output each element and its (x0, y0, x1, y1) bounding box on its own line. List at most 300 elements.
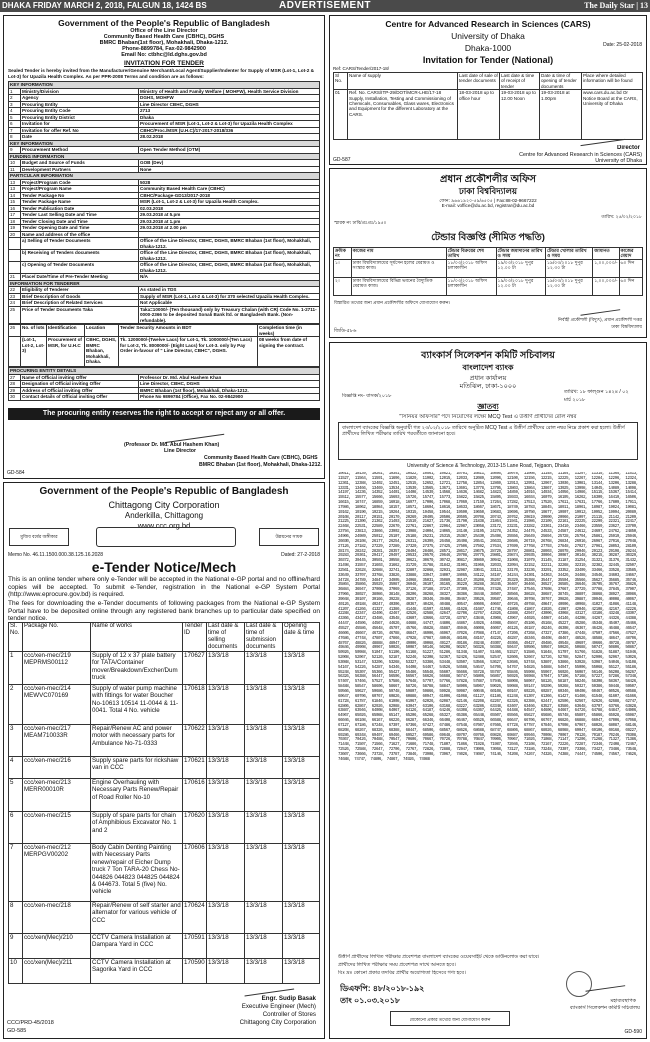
ad5-foot1: উত্তীর্ণ প্রার্থীদের লিখিত পরীক্ষার প্রবেশপত্র বাংলাদেশ ব্যাংকের ওয়েবসাইট থেকে ডাউনলোড করা যাবে। (338, 954, 540, 960)
row-value: 02.03.2018 (139, 205, 320, 212)
ad1-sign3: Community Based Health Care (CBHC), DGHS (204, 455, 318, 461)
row-value: N/A (139, 274, 320, 281)
row-value: 5028 (139, 179, 320, 186)
row-value: 29.03.2018 at 1.pm (139, 218, 320, 225)
ad3-signature (580, 304, 620, 316)
ad3-signer: নির্বাহী প্রকৌশলী (বিদ্যুৎ), প্রধান প্রকৌশলী দপ্তর (557, 317, 642, 322)
table-cell: 4 (9, 757, 23, 779)
table-row (9, 293, 320, 300)
ad4-line4: www.ccc.org.bd (137, 521, 191, 530)
table-row (9, 262, 320, 274)
row-number: 22 (9, 287, 21, 294)
table-cell: 13/3/18 (207, 685, 245, 725)
table-cell: ঢাকা বিশ্ববিদ্যালয়ের সূর্যসেন হলের মেরামত ও সংস্কার কাজ। (351, 259, 446, 277)
row-value: 29.03.2018 at 2.00 pm (139, 225, 320, 232)
row-number (9, 250, 21, 262)
row-key: c) Opening of Tender Documents (21, 262, 139, 274)
row-number: 16 (9, 205, 21, 212)
ad-ccc-etender (3, 482, 325, 1039)
column-header: কাজের নাম (351, 248, 446, 260)
row-value: 29.03.2018 at 5.pm (139, 212, 320, 219)
table-cell: 170616 (183, 779, 207, 812)
lot-head-id: Identification (47, 325, 85, 337)
column-header: Name of works (91, 623, 183, 652)
column-header: টেন্ডার খোলার তারিখ ও সময় (546, 248, 593, 260)
ad1-lot-table (8, 324, 320, 367)
row-key: Agency (21, 95, 139, 102)
table-row (9, 844, 320, 902)
ad2-title: Centre for Advanced Research in Sciences (CARS) (385, 19, 591, 29)
table-cell: 170590 (183, 959, 207, 984)
row-number: 20 (9, 231, 21, 238)
table-row (9, 250, 320, 262)
table-cell: Repair/Renew AC and power motor with necessary parts for Ambulance No-71-0333 (91, 725, 183, 757)
row-key: Tender Closing Date and Time (21, 218, 139, 225)
row-number (9, 238, 21, 250)
lot-head-location: Location (85, 325, 119, 337)
table-cell: ১৮/০৩/২০১৮ অফিস চলাকালীন (446, 277, 496, 295)
row-value: 2713 (139, 108, 320, 115)
row-key: Project/Program Name (21, 186, 139, 193)
header-dateline: DHAKA FRIDAY MARCH 2, 2018, FALGUN 18, 1424 BS (2, 1, 207, 10)
table-cell: ১৯/০৩/২০১৮ দুপুর ১২.৩০ টা (546, 277, 593, 295)
table-cell: ১৯/০৩/২০১৮ দুপুর ১২.৩০ টা (546, 259, 593, 277)
row-number: 11 (9, 166, 21, 173)
row-value: GOB (Dev) (139, 160, 320, 167)
ad4-intro2: The fees for downloading the e-Tender documents of following packages from the National e-GP System Portal have to be deposited online through any registered bank branches up to particular date specified on tender notice. (8, 600, 320, 623)
row-key: Name and address of the office (21, 231, 139, 238)
table-cell: 13/3/18 (283, 725, 320, 757)
table-row (9, 88, 320, 95)
lot-head-completion: Completion time (in weeks) (258, 325, 320, 337)
ad5-heading: জ্ঞাতব্য (477, 402, 499, 411)
ad3-line2: ঢাকা বিশ্ববিদ্যালয় (459, 186, 517, 196)
table-cell: ১,০০,০০০/- (593, 259, 619, 277)
table-cell: 170627 (183, 652, 207, 685)
ad5-seal (566, 971, 592, 997)
table-cell: 13/3/18 (245, 959, 283, 984)
row-value: BMRC Bhaban (1st floor), Mohakhali, Dhaka-1212. (139, 387, 320, 394)
table-cell: 13/3/18 (283, 757, 320, 779)
ad4-line3: Anderkilla, Chittagong (124, 511, 204, 520)
ad5-line3: প্রধান কার্যালয় (469, 375, 507, 382)
row-number: 13 (9, 186, 21, 193)
table-cell: 13/3/18 (207, 934, 245, 959)
row-number: 17 (9, 212, 21, 219)
row-key: Invitation for offer Ref. No (21, 127, 139, 134)
ad2-sign3: University of Dhaka (595, 158, 642, 164)
ad1-line3: Community Based Health Care (CBHC), DGHS (103, 34, 225, 40)
ad5-ref: বিজ্ঞপ্তি নং- বাসক/২০১৮ (342, 393, 392, 399)
row-number: 30 (9, 394, 21, 401)
ad-cars-tender (329, 15, 647, 165)
table-cell: Repair/Renew of self starter and alternator for various vehicle of CCC (91, 902, 183, 934)
ad4-memo: Memo No. 46.11.1500.000.38.125.16.2028 (8, 552, 103, 558)
ad2-line3: Dhaka-1000 (464, 43, 512, 53)
table-cell: 13/3/18 (245, 685, 283, 725)
row-key: Tender Opening Date and Time (21, 225, 139, 232)
ad4-title: Government of the People's Republic of Bangladesh (39, 486, 289, 497)
row-number: 1 (9, 88, 21, 95)
table-cell: 13/3/18 (245, 652, 283, 685)
column-header: Opening date & time (283, 623, 320, 652)
table-cell: 10 (9, 959, 23, 984)
ad5-dfp: ডিএফপি: ৪৮/২০১৮-১৯২ (340, 984, 425, 993)
ad5-line2: বাংলাদেশ ব্যাংক (462, 363, 514, 372)
ad3-line3: ফোন: ৯৬৬১৯২০-৫৯/৬৫০৫ | Fax:88-02-9667222 (439, 198, 537, 203)
row-number: 29 (9, 387, 21, 394)
row-value: Phone No 9899784 (Office), Fax No. 02-9842900 (139, 394, 320, 401)
table-cell: 170624 (183, 902, 207, 934)
row-key: Project/Program Code (21, 179, 139, 186)
column-header: Last date & time of selling documents (207, 623, 245, 652)
ad4-foot1: CCC/PRD-45/2018 (7, 1020, 54, 1026)
table-cell: 13/3/18 (283, 812, 320, 844)
row-key: a) Selling of Tender Documents (21, 238, 139, 250)
table-cell: 13/3/18 (207, 959, 245, 984)
ad1-line2: Office of the Line Director (130, 28, 198, 34)
table-cell: ccc/xen-mec/219 MEPRMS00112 (23, 652, 91, 685)
column-header: Sl. No. (9, 623, 23, 652)
table-cell: ১৯/০৩/২০১৮ দুপুর ১২.০০ টা (496, 277, 546, 295)
row-value: 28.02.2018 (139, 134, 320, 141)
column-header: Last date & time of submission documents (245, 623, 283, 652)
column-header: জামানত (593, 248, 619, 260)
row-key: Contact details of Official inviting Offer (21, 394, 139, 401)
table-cell: Supply spare parts for rickshaw van in CCC (91, 757, 183, 779)
row-key: Budget and Source of Funds (21, 160, 139, 167)
row-key: Tender Last Selling Date and Time (21, 212, 139, 219)
row-key: Designation of Official inviting Offer (21, 381, 139, 388)
table-row (9, 685, 320, 725)
cars-row-n: 01 (334, 90, 348, 140)
table-cell: ccc/xen-mec/215 (23, 812, 91, 844)
row-value: Taka=10000/- (Ten thousand) only by Treasury Chalan (with CR) Code No. 1-2711-0000-2366 to be deposited Sonali Bank ltd. or Bangladesh Bank. (Non-refundable). (139, 306, 320, 324)
table-cell: 170606 (183, 844, 207, 902)
ad2-sign1: Director (616, 145, 640, 151)
row-key: Name of Official inviting Offer (21, 374, 139, 381)
ad5-university: University of Science & Technology, 2013-15 Lane Road, Tejgaon, Dhaka (406, 463, 570, 469)
row-number: 9 (9, 147, 21, 154)
ad1-line5: Phone-8899784, Fax-02-9842900 (122, 46, 206, 52)
row-number: 14 (9, 192, 21, 199)
table-cell: ১৯/০৩/২০১৮ দুপুর ১২.০০ টা (496, 259, 546, 277)
lot-head-lots: No. of lots (21, 325, 47, 337)
table-cell: Engine Overhauling with Necessary Parts Renew/Repair of Road Roller No-10 (91, 779, 183, 812)
ad1-heading: INVITATION FOR TENDER (124, 60, 204, 67)
ad3-heading: টেন্ডার বিজ্ঞপ্তি (সীমিত পদ্ধতি) (431, 232, 545, 243)
table-cell: 13/3/18 (245, 725, 283, 757)
ad1-line6: Email No: ctbhc@ld.dghs.gov.bd (121, 52, 207, 58)
row-number: 5 (9, 114, 21, 121)
table-cell: 13/3/18 (283, 779, 320, 812)
table-cell: CCTV Camera Installation at Sagorika Yard in CCC (91, 959, 183, 984)
ad4-sign3: Controller of Stores (262, 1011, 316, 1018)
table-cell: 3 (9, 725, 23, 757)
ad3-title: প্রধান প্রকৌশলীর অফিস (440, 174, 536, 185)
row-key: b) Receiving of Tenders documents (21, 250, 139, 262)
column-header: Date & time of opening of tender documents (540, 73, 582, 90)
row-key: Invitation for (21, 121, 139, 128)
row-value: Line Director CBHC, DGHS (139, 101, 320, 108)
table-cell: ৬০ দিন (619, 259, 643, 277)
table-cell: Supply of 12 x 37 plate battery for TATA/Container mover/Breakdown/Excher/Dum truck (91, 652, 183, 685)
ad5-contact-box: যেকোনো প্রকার তথ্যের জন্য যোগাযোগ করুন (390, 1011, 510, 1026)
row-value: Office of the Line Director, CBHC, DGHS, BMRC Bhaban (1st floor), Mohakhali, Dhaka-1212. (139, 238, 320, 250)
column-header: Last date of sale of tender documents (458, 73, 500, 90)
table-cell: 13/3/18 (283, 685, 320, 725)
column-header: টেন্ডার বিক্রয়ের শেষ তারিখ (446, 248, 496, 260)
row-number: 7 (9, 127, 21, 134)
ad5-title: ব্যাংকার্স সিলেকশন কমিটি সচিবালয় (421, 350, 555, 361)
table-cell: ccc/xen-mec/212 MERPGV00202 (23, 844, 91, 902)
table-cell: 2 (9, 685, 23, 725)
table-cell: ১,০০,০০০/- (593, 277, 619, 295)
table-row (334, 259, 643, 277)
ad2-code: GD-587 (333, 157, 351, 163)
table-cell: 13/3/18 (245, 812, 283, 844)
ad2-sign2: Centre for Advanced Research in Sciences (CARS) (519, 152, 642, 158)
table-cell: 8 (9, 902, 23, 934)
table-cell: 170620 (183, 812, 207, 844)
page-header (0, 0, 650, 12)
row-number: 3 (9, 101, 21, 108)
ad4-table (8, 622, 320, 984)
ad3-date: তারিখ: ২৫/০২/২০১৮ (601, 214, 642, 219)
row-number: 10 (9, 160, 21, 167)
section-header: KEY INFORMATION (9, 140, 320, 147)
table-cell: 170618 (183, 685, 207, 725)
row-value: Office of the Line Director, CBHC, DGHS, BMRC Bhaban (1st floor), Mohakhali, Dhaka-1212. (139, 250, 320, 262)
table-cell: Body Cabin Denting Painting with Necessary Parts renew/repair of Eicher Dump truck 7 Ton TARA-20 Chess No-044826 044823 044825 044824 & 044673. Total 5 (five) No. vehicle (91, 844, 183, 902)
table-row (9, 652, 320, 685)
lot-lots: (Lot-1, Lot-2, Lot-3) (21, 337, 47, 367)
table-cell: 13/3/18 (283, 844, 320, 902)
ad1-code: GD-584 (7, 470, 25, 476)
ad4-right-logo: উন্নয়নের সাধক (259, 528, 319, 546)
row-key: Price of Tender Documents Taka (21, 306, 139, 324)
ad3-line4: E-mail: voffice@du.ac.bd, registrar@du.ac.bd (441, 203, 535, 208)
row-value: Dhaka (139, 114, 320, 121)
row-value: None (139, 166, 320, 173)
ad1-sign2: Line Director (164, 448, 196, 454)
row-key: Procuring Entity District (21, 114, 139, 121)
ad4-left-logo: মুজিব বর্ষের অঙ্গীকার (9, 528, 69, 546)
table-cell: ccc/xen-mec/213 MERR00010R (23, 779, 91, 812)
lot-completion: 08 weeks from date of signing the contract. (258, 337, 320, 367)
table-row (9, 238, 320, 250)
table-cell: Supply of water pump machine with fittings for water Boucher No-10613 10514 11-0044 & 11-0041. Total 4 No. vehicle (91, 685, 183, 725)
table-cell: 13/3/18 (245, 934, 283, 959)
row-key: Procuring Entity Code (21, 108, 139, 115)
table-row (9, 779, 320, 812)
row-number: 4 (9, 108, 21, 115)
table-cell: 13/3/18 (207, 812, 245, 844)
ad3-code: জিডি-৫৮৬ (334, 328, 357, 334)
ad1-signature (164, 427, 225, 443)
ad4-sign1: Engr. Sudip Basak (261, 995, 316, 1002)
row-number: 28 (9, 381, 21, 388)
table-row (9, 934, 320, 959)
table-cell: 13/3/18 (283, 934, 320, 959)
ad-cbhc-tender (3, 15, 325, 479)
row-number: 23 (9, 293, 21, 300)
row-key: Procurement Method (21, 147, 139, 154)
row-value: Ministry of Health and Family Welfare ( MOHFW), Health Service Division (139, 88, 320, 95)
row-number: 15 (9, 199, 21, 206)
cars-row-name: Ref. No. CARS/ITP-29/DOT/MCR-LHE/17-18 Supply, Installation, Testing and Commissioning of Chemicals, Consumables, Glass wares, Electronics and Equipment for the different Laboratory at the CARS. (348, 90, 458, 140)
row-value: CBHC/Proc./MSR (U.H.C)/17-2017-2018/336 (139, 127, 320, 134)
ad5-roll-numbers: 10011, 10139, 10261, 10351, 10522, 10561, 10621, 10701, 10811, 10895, 10978, 11008, 11148, 11164, 11297, 11315, 11365, 11513, 11527, 11564, 11591, 11696, 11829, 11902, 12015, 12033, 12089, 12096, 12100, 12156, 12215, 12225, 12267, 12284, 12296, 12324, 12361, 12388, 12402, 12451, 12515, 12652, 12721, 12758, 12854, 12869, 12913, 12951, 12967, 13036, 13081, 13144, 13206, 13288, 13331, 13466, 13469, 13534, 13539, 13565, 13671, 13691, 13778, 13795, 13803, 13864, 13867, 13925, 13998, 14045, 14089, 14098, 14197, 14236, 14352, 14401, 14408, 14539, 14568, 14636, 14682, 14823, 14859, 14916, 14934, 14956, 14986, 15115, 15367, 15414, 15512, 15577, 15666, 15693, 15726, 15747, 15773, 15822, 15825, 15895, 15933, 16034, 16079, 16195, 16262, 16309, 16419, 16506, 16615, 16747, 16859, 16918, 16977, 17006, 17068, 17069, 17159, 17264, 17282, 17513, 17520, 17611, 17631, 17766, 17809, 17911, 17986, 18062, 18084, 18157, 18571, 18604, 18616, 18633, 18667, 18671, 18749, 18783, 18845, 18911, 18961, 18987, 19024, 19081, 19162, 19190, 19215, 19264, 19315, 19458, 19544, 19590, 19650, 19683, 19696, 19750, 19877, 19907, 19913, 19952, 19994, 20089, 20108, 20117, 20151, 20170, 20269, 20405, 20506, 20595, 20708, 20743, 20762, 20819, 20900, 20966, 21097, 21115, 21142, 21209, 21225, 21300, 21362, 21493, 21519, 21627, 21736, 21790, 21838, 21864, 21941, 21986, 22109, 22161, 22225, 22299, 22321, 22417, 22468, 22531, 22589, 22670, 22761, 22867, 22964, 22987, 23058, 23172, 23231, 23282, 23361, 23410, 23466, 23559, 23627, 23709, 23794, 23813, 23866, 23902, 23988, 24004, 24065, 24140, 24195, 24278, 24352, 24476, 24533, 24587, 24612, 24697, 24762, 24850, 24906, 24989, 25012, 25107, 25188, 25231, 25315, 25387, 25430, 25498, 25556, 25649, 25694, 25728, 25794, 25861, 25919, 25946, 26030, 26108, 26177, 26254, 26311, 26399, 26458, 26498, 26541, 26633, 26686, 26719, 26768, 26834, 26916, 26967, 27016, 27048, 27126, 27182, 27229, 27289, 27320, 27375, 27425, 27506, 27592, 27634, 27699, 27768, 27793, 27848, 27927, 27961, 28053, 28109, 28174, 28242, 28281, 28357, 28404, 28486, 28571, 28617, 28675, 28729, 28797, 28861, 28903, 28978, 29046, 29123, 29198, 29244, 29283, 29361, 29417, 29497, 29533, 29579, 29646, 29708, 29775, 29801, 29874, 29935, 30004, 30087, 30148, 30215, 30287, 30329, 30372, 30445, 30501, 30558, 30621, 30679, 30742, 30817, 30869, 30942, 31008, 31079, 31145, 31187, 31254, 31321, 31376, 31432, 31498, 31557, 31603, 31662, 31729, 31788, 31842, 31901, 31966, 32033, 32094, 32152, 32211, 32268, 32319, 32382, 32445, 32507, 32561, 32628, 32688, 32741, 32807, 32868, 32931, 32987, 33041, 33113, 33170, 33236, 33291, 33352, 33409, 33466, 33528, 33585, 33649, 33707, 33768, 33826, 33888, 33947, 34007, 34065, 34122, 34187, 34244, 34301, 34363, 34426, 34488, 34546, 34603, 34667, 34728, 34789, 34847, 34905, 34968, 35031, 35089, 35147, 35208, 35267, 35329, 35388, 35447, 35504, 35566, 35627, 35685, 35746, 35804, 35866, 35929, 35987, 36048, 36107, 36165, 36229, 36288, 36345, 36407, 36466, 36527, 36585, 36646, 36705, 36767, 36826, 36884, 36947, 37008, 37069, 37126, 37188, 37247, 37309, 37366, 37428, 37487, 37546, 37608, 37667, 37729, 37788, 37845, 37907, 37966, 38027, 38086, 38148, 38206, 38268, 38327, 38386, 38448, 38507, 38566, 38628, 38687, 38745, 38807, 38868, 38927, 38986, 39048, 39107, 39166, 39228, 39287, 39346, 39408, 39467, 39526, 39587, 39646, 39708, 39767, 39826, 39887, 39946, 40008, 40067, 40126, 40188, 40247, 40306, 40367, 40426, 40488, 40547, 40606, 40667, 40726, 40788, 40847, 40906, 40968, 41027, 41086, 41148, 41207, 41266, 41327, 41386, 41448, 41507, 41566, 41628, 41687, 41746, 41808, 41867, 41926, 41987, 42046, 42108, 42167, 42226, 42288, 42347, 42406, 42467, 42526, 42588, 42647, 42706, 42767, 42826, 42888, 42947, 43006, 43068, 43127, 43186, 43248, 43307, 43366, 43427, 43486, 43548, 43607, 43666, 43728, 43787, 43846, 43908, 43967, 44026, 44087, 44146, 44208, 44267, 44326, 44388, 44447, 44506, 44567, 44626, 44688, 44747, 44806, 44867, 44926, 44988, 45047, 45106, 45168, 45227, 45286, 45348, 45407, 45466, 45527, 45586, 45648, 45707, 45766, 45828, 45887, 45946, 46008, 46067, 46126, 46187, 46246, 46308, 46367, 46426, 46488, 46547, 46606, 46667, 46726, 46788, 46847, 46906, 46967, 47026, 47088, 47147, 47206, 47268, 47327, 47386, 47448, 47507, 47566, 47627, 47686, 47748, 47807, 47866, 47928, 47987, 48046, 48108, 48167, 48226, 48287, 48346, 48408, 48467, 48526, 48588, 48647, 48706, 48767, 48826, 48888, 48947, 49006, 49068, 49127, 49186, 49248, 49307, 49366, 49427, 49486, 49548, 49607, 49666, 49728, 49787, 49846, 49908, 49967, 50026, 50087, 50146, 50208, 50267, 50326, 50388, 50447, 50506, 50567, 50626, 50688, 50747, 50806, 50867, 50926, 50988, 51047, 51106, 51168, 51227, 51286, 51348, 51407, 51466, 51527, 51586, 51648, 51707, 51766, 51828, 51887, 51946, 52008, 52067, 52126, 52187, 52246, 52308, 52367, 52426, 52488, 52547, 52606, 52667, 52726, 52788, 52847, 52906, 52967, 53026, 53088, 53147, 53206, 53268, 53327, 53386, 53448, 53507, 53566, 53627, 53686, 53748, 53807, 53866, 53928, 53987, 54046, 54108, 54167, 54226, 54287, 54346, 54408, 54467, 54526, 54588, 54647, 54706, 54767, 54826, 54888, 54947, 55006, 55068, 55127, 55186, 55248, 55307, 55366, 55427, 55486, 55548, 55607, 55666, 55728, 55787, 55846, 55908, 55967, 56026, 56087, 56146, 56208, 56267, 56326, 56388, 56447, 56506, 56567, 56626, 56688, 56747, 56806, 56867, 56926, 56988, 57047, 57106, 57168, 57227, 57286, 57348, 57407, 57466, 57527, 57586, 57648, 57707, 57766, 57828, 57887, 57946, 58008, 58067, 58126, 58187, 58246, 58308, 58367, 58426, 58488, 58547, 58606, 58667, 58726, 58788, 58847, 58906, 58967, 59026, 59088, 59147, 59206, 59268, 59327, 59386, 59448, 59507, 59566, 59627, 59686, 59748, 59807, 59866, 59928, 59987, 60046, 60108, 60167, 60226, 60287, 60346, 60408, 60467, 60526, 60588, 60647, 60706, 60767, 60826, 60888, 60947, 61006, 61068, 61127, 61186, 61248, 61307, 61366, 61427, 61486, 61548, 61607, 61666, 61728, 61787, 61846, 61908, 61967, 62026, 62087, 62146, 62208, 62267, 62326, 62388, 62447, 62506, 62567, 62626, 62688, 62747, 62806, 62867, 62926, 62988, 63047, 63106, 63168, 63227, 63286, 63348, 63407, 63466, 63527, 63586, 63648, 63707, 63766, 63828, 63887, 63946, 64008, 64067, 64126, 64187, 64246, 64308, 64367, 64426, 64488, 64547, 64606, 64667, 64726, 64788, 64847, 64906, 64967, 65026, 65088, 65147, 65206, 65268, 65327, 65386, 65448, 65507, 65566, 65627, 65686, 65748, 65807, 65866, 65928, 65987, 66046, 66108, 66167, 66226, 66287, 66346, 66408, 66467, 66526, 66588, 66647, 66706, 66767, 66826, 66888, 66947, 67006, 67068, 67127, 67186, 67248, 67307, 67366, 67427, 67486, 67548, 67607, 67666, 67728, 67787, 67846, 67908, 67967, 68026, 68087, 68146, 68208, 68267, 68326, 68388, 68447, 68506, 68567, 68626, 68688, 68747, 68806, 68867, 68926, 68988, 69047, 69106, 69168, 69227, 69286, 69348, 69407, 69466, 69527, 69586, 69648, 69707, 69766, 69828, 69887, 69946, 70008, 70067, 70126, 70187, 70246, 70308, 70367, 70426, 70488, 70547, 70606, 70667, 70726, 70788, 70847, 70906, 70967, 71026, 71088, 71147, 71206, 71268, 71327, 71386, 71448, 71507, 71566, 71627, 71686, 71748, 71807, 71866, 71928, 71987, 72046, 72108, 72167, 72226, 72287, 72346, 72408, 72467, 72526, 72588, 72647, 72706, 72767, 72826, 72888, 72947, 73006, 73068, 73127, 73186, 73248, 73307, 73366, 73427, 73486, 73548, 73607, 73666, 73728, 73787, 73846, 73908, 73967, 74026, 74087, 74146, 74208, 74267, 74326, 74388, 74447, 74506, 74567, 74626, 74688, 74747, 74806, 74867, 74926, 74988 (338, 472, 638, 762)
header-section: ADVERTISEMENT (278, 0, 372, 11)
row-number: 8 (9, 134, 21, 141)
section-header: PARTICULAR INFORMATION (9, 173, 320, 180)
table-cell: ঢাকা বিশ্ববিদ্যালয়ের বিভিন্ন ভবনের বৈদ্যুতিক মেরামত কাজ। (351, 277, 446, 295)
ad1-sign4: BMRC Bhaban (1st floor), Mohakhali, Dhaka-1212. (199, 462, 322, 468)
column-header: Package No. (23, 623, 91, 652)
ad4-intro1: This is an online tender where only e-Tender will be accepted in the National e-GP portal and no offline/hard copies will be accepted. To submit e-Tender, registration in the National e-GP System Portal (http://www.eprocure.gov.bd) is required. (8, 576, 320, 599)
table-cell: ২। (334, 277, 352, 295)
row-number: 13 (9, 179, 21, 186)
table-cell: ১। (334, 259, 352, 277)
row-key: Brief Description of Related Services (21, 300, 139, 307)
ad1-notice: The procuring entity reserves the right to accept or reject any or all offer. (8, 408, 320, 420)
row-number: 19 (9, 225, 21, 232)
lot-head-security: Tender Security Amounts in BDT (119, 325, 258, 337)
table-row (9, 812, 320, 844)
table-cell: 13/3/18 (207, 902, 245, 934)
row-number (9, 262, 21, 274)
row-value: Supply of MSR (Lot-1, Lot-2 & Lot-3) for 370 selected Upazila Health Complex. (139, 293, 320, 300)
ad2-line2: University of Dhaka (451, 31, 525, 41)
ad5-line4: মতিঝিল, ঢাকা-১০০০ (459, 383, 517, 390)
cars-row-receipt: 19-03-2018 up to 12.00 Noon (500, 90, 540, 140)
lot-security: Tk. 1200000/-(Twelve Lacs) for Lot-1, Tk. 1000000/-(Ten Lacs) for Lot-2, Tk. 8000000/- (Eight Lacs) for Lot-3. only by Pay Order in-favour of " Line Director, CBHC", DGHS. (119, 337, 258, 367)
ad1-intro: Sealed Tender is hereby invited from the Manufacturer/Genuine Merchant/Local Agent/Supplier/Indenter for Supply of MSR (Lot-1, Lot-2 & Lot-3) for Upazila Health Complex. As per PPR-2008 Terms and condition are as follows: (8, 68, 315, 79)
row-value: Procurement of MSR (Lot-1, Lot-2 & Lot-3) for Upazila Health Complex (139, 121, 320, 128)
table-cell: ccc/xen-mec/214 MEWVC070169 (23, 685, 91, 725)
row-key: Tender Publication Date (21, 205, 139, 212)
row-key: Tender Package Name (21, 199, 139, 206)
table-cell: ccc/xen(Mec)/210 (23, 934, 91, 959)
table-cell: 13/3/18 (207, 757, 245, 779)
ad2-ref: Ref: CARS/Tender/2017-18/ (333, 66, 390, 71)
table-cell: 5 (9, 779, 23, 812)
lot-location: CBHC, DGHS, BMRC Bhaban, Mohakhali, Dhaka. (85, 337, 119, 367)
ad5-foot3: বিঃ দ্রঃ কোনো প্রকার তদবির প্রার্থীর অযোগ্যতা হিসেবে গণ্য হবে। (338, 970, 466, 976)
row-value: Community Based Health Care (CBHC) (139, 186, 320, 193)
row-key: Tender Package No (21, 192, 139, 199)
ad4-date: Dated: 27-2-2018 (281, 552, 320, 558)
column-header: Tender ID (183, 623, 207, 652)
table-cell: ccc/xen-mec/216 (23, 757, 91, 779)
table-row (9, 959, 320, 984)
row-key: Development Partners (21, 166, 139, 173)
ad5-sign2: ব্যাংকার্স সিলেকশন কমিটি সচিবালয় (569, 1005, 640, 1011)
table-row (9, 394, 320, 401)
table-cell: 9 (9, 934, 23, 959)
ad3-ref: স্মারক নং ঢাবি/প্রঃপ্রঃ/১৯৫০ (334, 220, 387, 225)
row-key: Place/ Date/Time of Pre-Tender Meeting (21, 274, 139, 281)
row-value: Not Applicable (139, 300, 320, 307)
row-key: Address of Official inviting Offer (21, 387, 139, 394)
ad1-title: Government of the People's Republic of Bangladesh (58, 18, 270, 28)
column-header: Name of supply (348, 73, 458, 90)
table-cell: ccc/xen(Mec)/211 (23, 959, 91, 984)
table-cell: ccc/xen-mec/217 MEAM710033R (23, 725, 91, 757)
ad-bankers-selection-result (329, 342, 647, 1039)
ad3-table (333, 247, 643, 296)
ad5-foot2: প্রার্থীদের লিখিত পরীক্ষার সময় প্রবেশপত্র সাথে আনতে হবে। (338, 962, 456, 968)
table-cell: 170591 (183, 934, 207, 959)
column-header: টেন্ডার জমাদানের তারিখ ও সময় (496, 248, 546, 260)
lot-id: Procurement of MSR, for U.H.C (47, 337, 85, 367)
ad4-center-emblem (96, 527, 236, 547)
ad5-date: তারিখ: ১৮ ফাল্গুন ১৪২৪ / ০২ মার্চ ২০১৮ (564, 389, 629, 403)
table-cell: 13/3/18 (207, 844, 245, 902)
ad4-line2: Chittagong City Corporation (108, 500, 220, 510)
row-value: Office of the Line Director, CBHC, DGHS, BMRC Bhaban (1st floor), Mohakhali, Dhaka-1212. (139, 262, 320, 274)
ad3-sign2: ঢাকা বিশ্ববিদ্যালয় (611, 324, 642, 329)
column-header: Last date & time of receipt of tender (500, 73, 540, 90)
table-row (9, 902, 320, 934)
table-cell: 170622 (183, 725, 207, 757)
table-cell: 13/3/18 (245, 902, 283, 934)
cars-row-sale: 18-03-2018 up to office hour (458, 90, 500, 140)
table-cell: ccc/xen-mec/218 (23, 902, 91, 934)
table-cell: 13/3/18 (207, 652, 245, 685)
row-number: 2 (9, 95, 21, 102)
column-header: কাজের মেয়াদ (619, 248, 643, 260)
row-key: Eligibility of Tenderer (21, 287, 139, 294)
column-header: ক্রমিক নং (334, 248, 352, 260)
row-key: Date (21, 134, 139, 141)
cars-row-info: www.cars.du.ac.bd Or Notice Board at the CARS, University of Dhaka (582, 90, 643, 140)
ad4-heading: e-Tender Notice/Mech (91, 559, 237, 575)
table-cell: 13/3/18 (245, 779, 283, 812)
table-cell: 170621 (183, 757, 207, 779)
row-number: 27 (9, 374, 21, 381)
table-cell: 13/3/18 (207, 779, 245, 812)
table-cell: 6 (9, 812, 23, 844)
ad4-sign4: Chittagong City Corporation (239, 1019, 316, 1026)
table-cell: 13/3/18 (283, 902, 320, 934)
table-cell: ৬০ দিন (619, 277, 643, 295)
row-key: Ministry/Division (21, 88, 139, 95)
column-header: Place where detailed information will be found (582, 73, 643, 90)
ad5-para: বাংলাদেশ ব্যাংকের বিজ্ঞপ্তি অনুযায়ী গত ২৩/০২/২০১৮ তারিখে অনুষ্ঠিত MCQ Test এ উত্তীর্ণ প্রার্থীদের রোল নম্বর নিম্নে প্রকাশ করা হলো। উত্তীর্ণ প্রার্থীদের লিখিত পরীক্ষার তারিখ পরবর্তীতে জানানো হবে। (338, 422, 638, 460)
ad1-table (8, 81, 320, 401)
table-cell: CCTV Camera Installation at Dampara Yard in CCC (91, 934, 183, 959)
row-key: Procuring Entity (21, 101, 139, 108)
ad2-heading: Invitation for Tender (National) (422, 55, 554, 65)
ad5-banner: "সিনিয়র অফিসার" পদে নিয়োগের লক্ষ্যে MCQ Test এ উত্তীর্ণ প্রার্থীদের রোল নম্বর (399, 414, 577, 420)
table-cell: 13/3/18 (283, 652, 320, 685)
column-header: Sl No. (334, 73, 348, 90)
section-header: INFORMATION FOR TENDERER (9, 280, 320, 287)
ad5-code: GD-590 (624, 1029, 642, 1035)
row-number: 21 (9, 274, 21, 281)
table-row (334, 277, 643, 295)
section-header: KEY INFORMATION (9, 82, 320, 89)
header-paper-page: The Daily Star | 13 (584, 1, 648, 10)
row-value: CBHC/Package-GD13/2017-2018 (139, 192, 320, 199)
ad2-table (333, 72, 643, 140)
table-cell: 1 (9, 652, 23, 685)
table-cell: Supply of spare parts for chain of Amphibious Excavator No. 1 and 2 (91, 812, 183, 844)
ad5-dfp-date: তাং ০১.০৩.২০১৮ (340, 996, 401, 1005)
table-cell: 13/3/18 (283, 959, 320, 984)
